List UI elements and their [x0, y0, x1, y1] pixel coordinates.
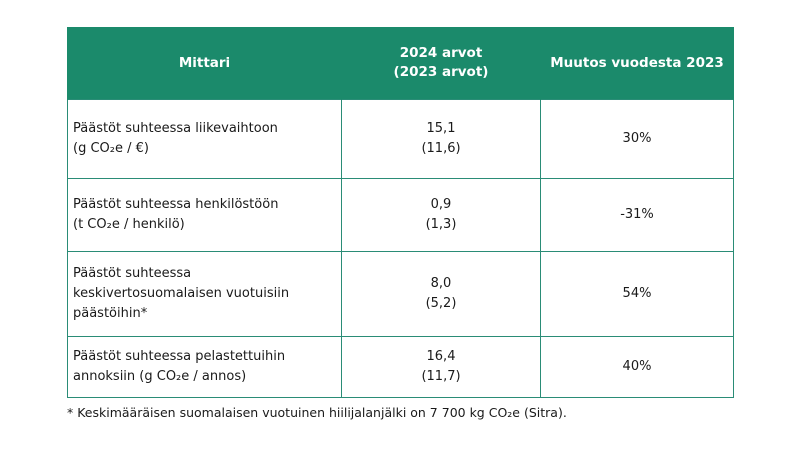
value-cell: [342, 337, 541, 398]
metric-text: päästöihin*: [73, 306, 148, 321]
metric-text: annoksiin (g CO₂e / annos): [73, 369, 247, 384]
table-header: [68, 27, 734, 100]
value-cell: [342, 252, 541, 337]
value-2024: 0,9: [430, 197, 452, 212]
change-cell: 40%: [541, 337, 734, 398]
metric-text: Päästöt suhteessa henkilöstöön: [73, 197, 279, 212]
metric-cell: [68, 337, 342, 398]
metric-cell: [68, 179, 342, 252]
value-2023: (5,2): [425, 296, 457, 311]
value-2024: 15,1: [426, 121, 456, 136]
emissions-metrics-table: [67, 27, 734, 398]
header-values: [342, 27, 541, 100]
metric-text: (g CO₂e / €): [73, 141, 149, 156]
value-2023: (11,6): [421, 141, 461, 156]
table-row: [68, 100, 734, 179]
metric-text: keskivertosuomalaisen vuotuisiin: [73, 286, 290, 301]
value-cell: [342, 179, 541, 252]
value-2024: 16,4: [426, 349, 456, 364]
header-change: Muutos vuodesta 2023: [541, 27, 734, 100]
header-metric: Mittari: [68, 27, 342, 100]
table-row: [68, 337, 734, 398]
value-cell: [342, 100, 541, 179]
metric-cell: [68, 100, 342, 179]
change-cell: 30%: [541, 100, 734, 179]
table-row: [68, 252, 734, 337]
value-2023: (11,7): [421, 369, 461, 384]
table-body: [68, 100, 734, 398]
value-2023: (1,3): [425, 217, 457, 232]
metric-text: (t CO₂e / henkilö): [73, 217, 185, 232]
header-values-2023: (2023 arvot): [393, 64, 489, 80]
value-2024: 8,0: [430, 276, 452, 291]
change-cell: 54%: [541, 252, 734, 337]
header-row: [68, 27, 734, 100]
header-values-2024: 2024 arvot: [399, 45, 483, 61]
metric-text: Päästöt suhteessa liikevaihtoon: [73, 121, 278, 136]
change-cell: -31%: [541, 179, 734, 252]
metric-cell: [68, 252, 342, 337]
metric-text: Päästöt suhteessa: [73, 266, 192, 281]
metric-text: Päästöt suhteessa pelastettuihin: [73, 349, 286, 364]
footnote: * Keskimääräisen suomalaisen vuotuinen hiilijalanjälki on 7 700 kg CO₂e (Sitra).: [67, 405, 567, 420]
table-row: [68, 179, 734, 252]
